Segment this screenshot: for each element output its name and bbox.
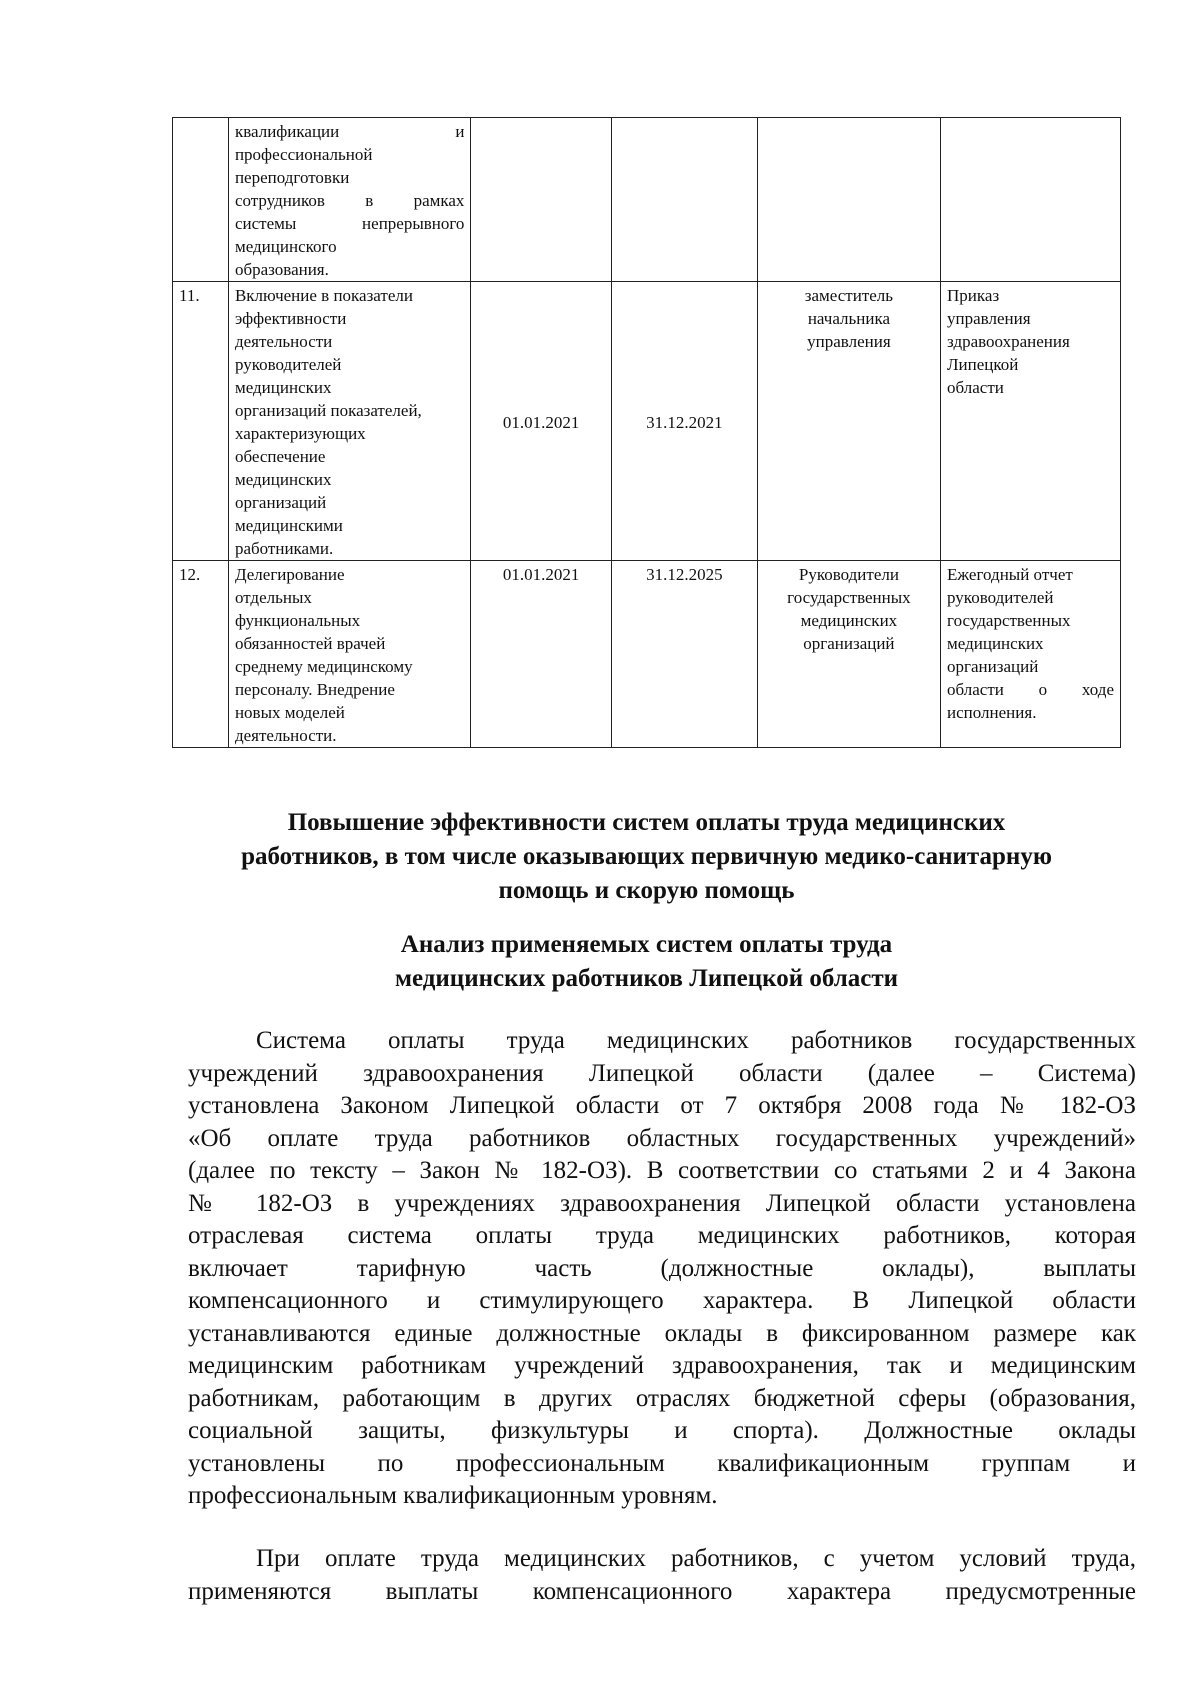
- heading-line: Анализ применяемых систем оплаты труда: [400, 931, 893, 958]
- text-line: устанавливаются единые должностные оклады в фиксированном размере как: [188, 1319, 1136, 1347]
- text-line: включает тарифную часть (должностные оклады), выплаты: [188, 1254, 1136, 1282]
- text-line: установлена Законом Липецкой области от 7 октября 2008 года № 182-ОЗ: [188, 1092, 1136, 1119]
- task-line: руководителей: [234, 355, 342, 374]
- section-heading: [172, 806, 1121, 908]
- task-line: отдельных: [234, 588, 312, 607]
- start-date-cell: 01.01.2021: [471, 282, 611, 561]
- action-plan-table-body: [173, 118, 1121, 748]
- table-row: [173, 282, 1121, 561]
- row-number-cell: [173, 118, 229, 282]
- task-line: обязанностей врачей: [234, 634, 386, 653]
- task-line: обеспечение: [234, 447, 326, 466]
- document-line: медицинских: [947, 634, 1044, 653]
- document-line: государственных: [947, 611, 1071, 630]
- task-line: характеризующих: [234, 424, 366, 443]
- row-number-cell: 11.: [173, 282, 229, 561]
- document-cell: [941, 282, 1121, 561]
- text-line: (далее по тексту – Закон № 182-ОЗ). В соответствии со статьями 2 и 4 Закона: [188, 1157, 1136, 1184]
- document-line: руководителей: [947, 588, 1054, 607]
- responsible-cell: [757, 118, 940, 282]
- document-line: Липецкой: [947, 355, 1019, 374]
- paragraph-system-description: [188, 1025, 1136, 1513]
- responsible-line: начальника: [807, 309, 890, 328]
- heading-line: работников, в том числе оказывающих первичную медико-санитарную: [241, 843, 1052, 870]
- task-line: профессиональной: [234, 145, 373, 164]
- text-line: работникам, работающим в других отраслях бюджетной сферы (образования,: [188, 1384, 1136, 1412]
- task-cell: [228, 561, 470, 748]
- task-line: медицинских: [234, 378, 332, 397]
- responsible-line: Руководители: [798, 565, 899, 584]
- task-line: организаций: [234, 493, 327, 512]
- action-plan-table: [172, 117, 1121, 748]
- text-line: № 182-ОЗ в учреждениях здравоохранения Липецкой области установлена: [188, 1189, 1136, 1217]
- document-line: исполнения.: [947, 703, 1037, 722]
- paragraph-compensation-payments: [188, 1543, 1136, 1608]
- task-line: эффективности: [234, 309, 347, 328]
- text-line: профессиональным квалификационным уровням.: [188, 1482, 718, 1509]
- text-line: применяются выплаты компенсационного характера предусмотренные: [188, 1577, 1136, 1605]
- subsection-heading: [172, 928, 1121, 996]
- task-line: переподготовки: [234, 168, 350, 187]
- heading-line: помощь и скорую помощь: [498, 877, 795, 904]
- task-line: Включение в показатели: [234, 286, 413, 305]
- responsible-line: заместитель: [804, 286, 894, 305]
- text-line: медицинским работникам учреждений здравоохранения, так и медицинским: [188, 1352, 1136, 1379]
- task-line: деятельности.: [234, 726, 337, 745]
- task-line: системы непрерывного: [234, 214, 465, 233]
- task-line: деятельности: [234, 332, 333, 351]
- end-date-cell: 31.12.2021: [611, 282, 757, 561]
- text-line: отраслевая система оплаты труда медицинских работников, которая: [188, 1222, 1136, 1249]
- text-line: учреждений здравоохранения Липецкой области (далее – Система): [188, 1059, 1136, 1087]
- end-date-cell: [611, 118, 757, 282]
- start-date-cell: [471, 118, 611, 282]
- task-line: Делегирование: [234, 565, 345, 584]
- end-date-cell: 31.12.2025: [611, 561, 757, 748]
- row-number-cell: 12.: [173, 561, 229, 748]
- task-line: функциональных: [234, 611, 361, 630]
- task-line: организаций показателей,: [234, 401, 422, 420]
- text-line: компенсационного и стимулирующего характера. В Липецкой области: [188, 1287, 1136, 1314]
- task-cell: [228, 282, 470, 561]
- table-row: [173, 118, 1121, 282]
- responsible-line: организаций: [803, 634, 895, 653]
- task-line: среднему медицинскому: [234, 657, 413, 676]
- document-line: области о ходе: [947, 680, 1114, 699]
- task-line: персоналу. Внедрение: [234, 680, 395, 699]
- text-line: При оплате труда медицинских работников, с учетом условий труда,: [256, 1545, 1136, 1572]
- task-line: медицинских: [234, 470, 332, 489]
- task-line: квалификации и: [234, 122, 465, 141]
- responsible-line: управления: [807, 332, 891, 351]
- text-line: установлены по профессиональным квалификационным группам и: [188, 1449, 1136, 1477]
- text-line: Система оплаты труда медицинских работников государственных: [256, 1027, 1136, 1054]
- task-line: сотрудников в рамках: [234, 191, 465, 210]
- heading-line: Повышение эффективности систем оплаты труда медицинских: [287, 809, 1006, 836]
- task-line: медицинскими: [234, 516, 343, 535]
- task-line: работниками.: [234, 539, 334, 558]
- start-date-cell: 01.01.2021: [471, 561, 611, 748]
- document-line: организаций: [947, 657, 1039, 676]
- document-cell: [941, 118, 1121, 282]
- document-line: Приказ: [947, 286, 1000, 305]
- table-row: [173, 561, 1121, 748]
- document-line: управления: [947, 309, 1031, 328]
- task-line: новых моделей: [234, 703, 345, 722]
- text-line: «Об оплате труда работников областных государственных учреждений»: [188, 1124, 1136, 1152]
- responsible-line: государственных: [787, 588, 911, 607]
- heading-line: медицинских работников Липецкой области: [394, 965, 899, 992]
- document-line: области: [947, 378, 1004, 397]
- document-line: Ежегодный отчет: [947, 565, 1073, 584]
- document-cell: [941, 561, 1121, 748]
- task-line: медицинского: [234, 237, 337, 256]
- responsible-line: медицинских: [800, 611, 898, 630]
- responsible-cell: [757, 282, 940, 561]
- task-line: образования.: [234, 260, 329, 279]
- text-line: социальной защиты, физкультуры и спорта). Должностные оклады: [188, 1417, 1136, 1444]
- document-line: здравоохранения: [947, 332, 1070, 351]
- task-cell: [228, 118, 470, 282]
- responsible-cell: [757, 561, 940, 748]
